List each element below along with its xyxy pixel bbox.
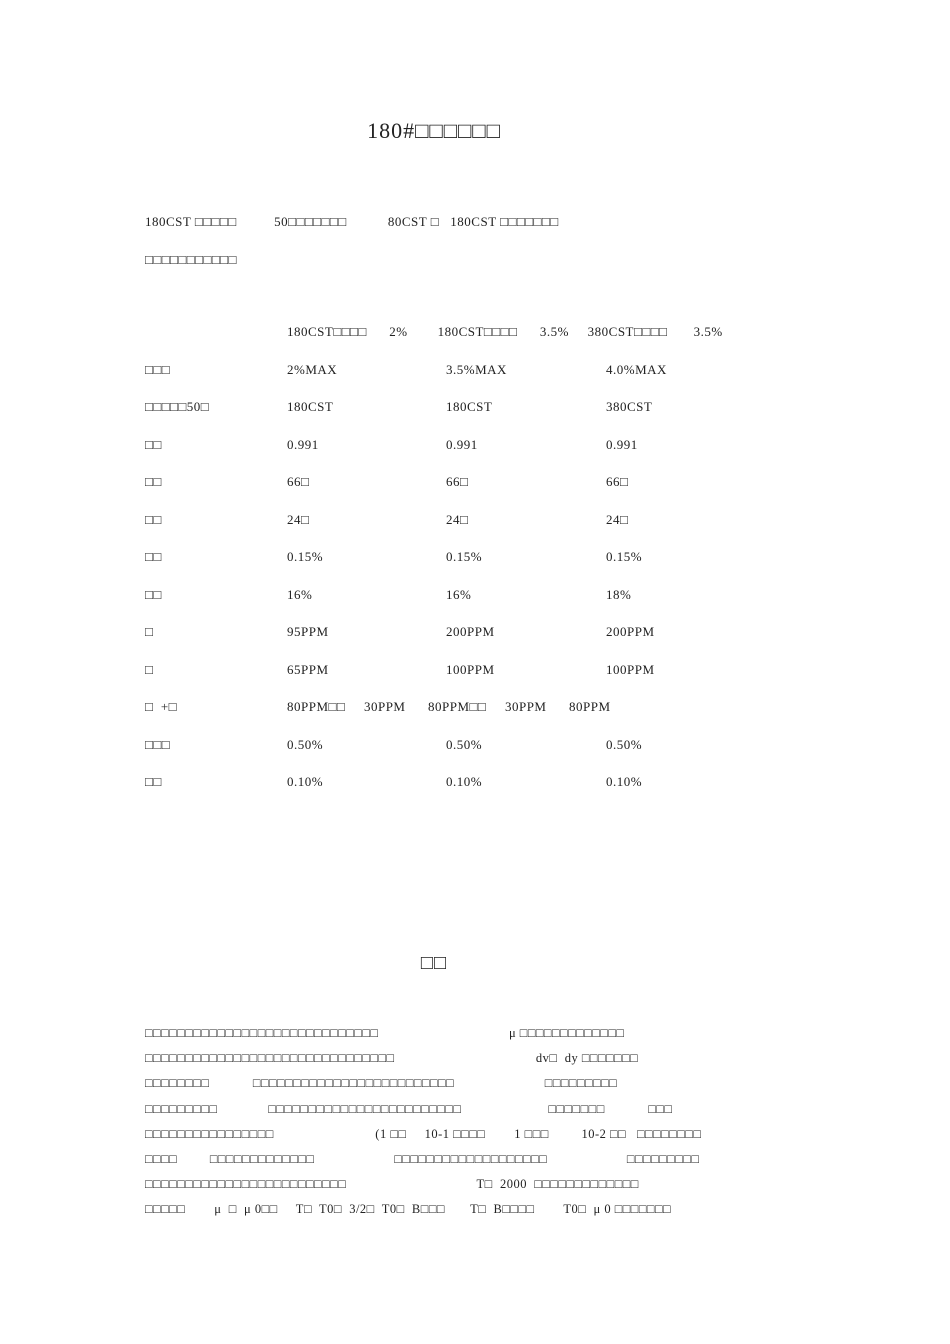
row-value-2: 0.991 <box>446 436 478 452</box>
row-value-3: 66□ <box>606 474 629 489</box>
row-label: □□ <box>145 774 162 789</box>
row-label: □□□ <box>145 361 171 377</box>
table-row <box>145 549 785 587</box>
row-value-1: 0.15% <box>287 549 324 564</box>
intro-line-2: □□□□□□□□□□□ <box>145 252 237 267</box>
row-value-3: 18% <box>606 586 632 602</box>
row-value-3: 100PPM <box>606 661 655 677</box>
row-value-3: 0.50% <box>606 736 643 752</box>
row-label: □□ <box>145 436 162 452</box>
section-body <box>145 1026 785 1228</box>
body-line: □□□□□□□□□□□□□□□□□□□□□□□□□□□□□ μ □□□□□□□□□□□□□ <box>145 1026 625 1040</box>
row-value-3: 4.0%MAX <box>606 361 667 377</box>
intro-line-1: 180CST □□□□□ 50□□□□□□□ 80CST □ 180CST □□□□□□□ <box>145 214 559 229</box>
row-value-1: 65PPM <box>287 661 329 677</box>
row-merged-values: 80PPM□□ 30PPM 80PPM□□ 30PPM 80PPM <box>287 699 611 714</box>
row-value-2: 100PPM <box>446 661 495 677</box>
row-label: □ <box>145 661 154 677</box>
body-line: □□□□□□□□□□□□□□□□□□□□□□□□□□□□□□□ dv□ dy □□□□□□□ <box>145 1051 639 1066</box>
spec-table <box>145 324 785 812</box>
body-line: □□□□□□□□□□□□□□□□□□□□□□□□□ T□ 2000 □□□□□□□□□□□□□ <box>145 1177 639 1192</box>
table-row <box>145 662 785 700</box>
body-line: □□□□□□□□□ □□□□□□□□□□□□□□□□□□□□□□□□ □□□□□□□ □□□ <box>145 1101 673 1116</box>
row-label: □□□□□50□ <box>145 399 210 414</box>
row-label: □□□ <box>145 736 171 752</box>
row-value-1: 24□ <box>287 511 310 527</box>
row-value-2: 0.15% <box>446 549 483 564</box>
body-line: □□□□□□□□ □□□□□□□□□□□□□□□□□□□□□□□□□ □□□□□□□□□ <box>145 1076 618 1091</box>
row-value-1: 180CST <box>287 399 334 414</box>
table-row <box>145 624 785 662</box>
row-value-1: 2%MAX <box>287 361 338 377</box>
row-label: □□ <box>145 511 162 527</box>
table-row <box>145 699 785 737</box>
row-value-3: 380CST <box>606 399 653 414</box>
row-label: □□ <box>145 549 162 564</box>
table-row <box>145 362 785 400</box>
row-value-3: 200PPM <box>606 624 655 639</box>
table-row <box>145 737 785 775</box>
row-value-2: 16% <box>446 586 472 602</box>
row-value-2: 0.10% <box>446 774 483 789</box>
row-value-1: 0.50% <box>287 736 324 752</box>
document-title: 180#□□□□□□ <box>367 118 501 143</box>
row-value-3: 24□ <box>606 511 629 527</box>
table-row <box>145 474 785 512</box>
section-title: □□ <box>420 952 448 974</box>
row-value-2: 200PPM <box>446 624 495 639</box>
body-line: □□□□□□□□□□□□□□□□ (1 □□ 10-1 □□□□ 1 □□□ 10-2 □□ □□□□□□□□ <box>145 1126 702 1141</box>
row-value-2: 66□ <box>446 474 469 489</box>
row-value-2: 3.5%MAX <box>446 361 507 377</box>
table-row <box>145 774 785 812</box>
row-value-2: 180CST <box>446 399 493 414</box>
row-value-3: 0.991 <box>606 436 638 452</box>
row-value-3: 0.10% <box>606 774 643 789</box>
row-value-1: 95PPM <box>287 624 329 639</box>
table-row <box>145 437 785 475</box>
row-value-1: 0.10% <box>287 774 324 789</box>
row-label: □ +□ <box>145 699 178 714</box>
row-label: □□ <box>145 474 162 489</box>
table-row <box>145 399 785 437</box>
row-value-1: 66□ <box>287 474 310 489</box>
row-value-1: 0.991 <box>287 436 319 452</box>
row-label: □□ <box>145 586 162 602</box>
header-columns: 180CST□□□□ 2% 180CST□□□□ 3.5% 380CST□□□□ 3.5% <box>287 324 723 339</box>
body-line: □□□□ □□□□□□□□□□□□□ □□□□□□□□□□□□□□□□□□□ □□□□□□□□□ <box>145 1151 700 1166</box>
row-value-3: 0.15% <box>606 549 643 564</box>
row-value-2: 0.50% <box>446 736 483 752</box>
row-value-1: 16% <box>287 586 313 602</box>
body-line: □□□□□ μ □ μ 0□□ T□ T0□ 3/2□ T0□ B□□□ T□ B□□□□ T0□ μ 0 □□□□□□□ <box>145 1202 672 1217</box>
table-header-row <box>145 324 785 362</box>
table-row <box>145 512 785 550</box>
row-label: □ <box>145 624 154 639</box>
row-value-2: 24□ <box>446 511 469 527</box>
table-row <box>145 587 785 625</box>
